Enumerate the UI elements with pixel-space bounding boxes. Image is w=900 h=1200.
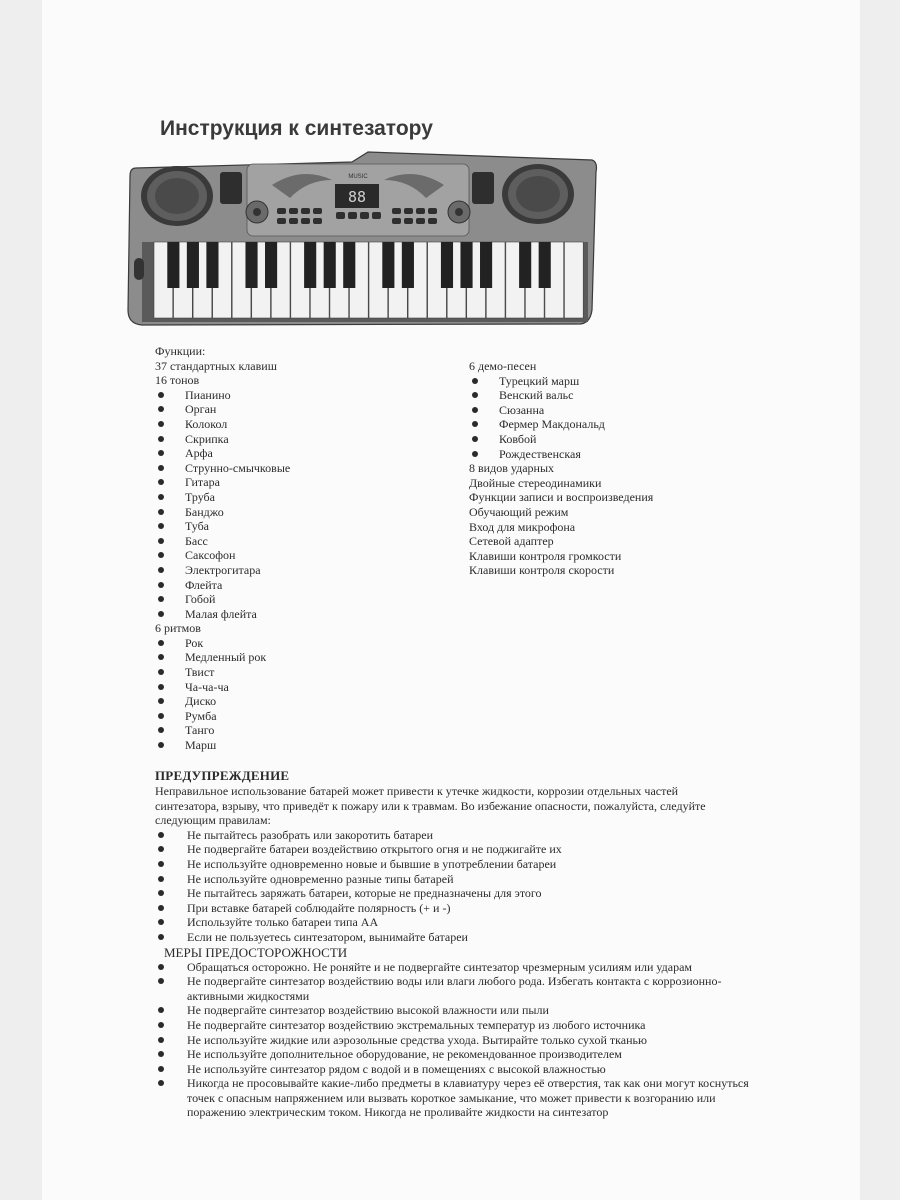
functions-column (155, 344, 290, 753)
list-item: Не подвергайте синтезатор воздействию воды или влаги любого рода. Избегать контакта с коррозионно-активными жидкостями (155, 974, 755, 1003)
list-item: Малая флейта (155, 607, 290, 622)
list-item: Не подвергайте синтезатор воздействию экстремальных температур из любого источника (155, 1018, 755, 1033)
list-item: Туба (155, 519, 290, 534)
black-key (265, 242, 277, 288)
black-key (206, 242, 218, 288)
list-item: Басс (155, 534, 290, 549)
black-key (245, 242, 257, 288)
rhythms-list (155, 636, 290, 753)
warning-heading: ПРЕДУПРЕЖДЕНИЕ (155, 768, 290, 783)
list-item: Рождественская (469, 447, 653, 462)
demos-column (469, 359, 653, 578)
list-item: Колокол (155, 417, 290, 432)
list-item: Используйте только батареи типа АА (155, 915, 755, 930)
list-item: Фермер Макдональд (469, 417, 653, 432)
list-item: Гобой (155, 592, 290, 607)
list-item: Не используйте одновременно разные типы батарей (155, 872, 755, 887)
list-item: Танго (155, 723, 290, 738)
list-item: Струнно-смычковые (155, 461, 290, 476)
list-item: Диско (155, 694, 290, 709)
black-key (539, 242, 551, 288)
list-item: Электрогитара (155, 563, 290, 578)
tones-list (155, 388, 290, 622)
list-item: Не используйте жидкие или аэрозольные средства ухода. Вытирайте только сухой тканью (155, 1033, 755, 1048)
list-item: Сюзанна (469, 403, 653, 418)
demos-heading: 6 демо-песен (469, 359, 537, 373)
list-item: Турецкий марш (469, 374, 653, 389)
black-key (304, 242, 316, 288)
list-item: Не пытайтесь заряжать батареи, которые не предназначены для этого (155, 886, 755, 901)
black-key (480, 242, 492, 288)
list-item: Скрипка (155, 432, 290, 447)
battery-rules-list (155, 828, 755, 945)
feature-item: Сетевой адаптер (469, 534, 554, 549)
demo-songs-list (469, 374, 653, 462)
list-item: Обращаться осторожно. Не роняйте и не подвергайте синтезатор чрезмерным усилиям или ударам (155, 960, 755, 975)
list-item: Флейта (155, 578, 290, 593)
list-item: Орган (155, 402, 290, 417)
black-key (167, 242, 179, 288)
black-key (187, 242, 199, 288)
precautions-list (155, 960, 755, 1121)
list-item: Арфа (155, 446, 290, 461)
feature-item: Клавиши контроля скорости (469, 563, 615, 578)
precautions-heading: МЕРЫ ПРЕДОСТОРОЖНОСТИ (164, 944, 348, 960)
list-item: Твист (155, 665, 290, 680)
warning-intro: Неправильное использование батарей может привести к утечке жидкости, коррозии отдельных частей синтезатора, взрыву, что приведёт к пожару или к травмам. Во избежание опасности, пожалуйста, следуйте следующим правилам: (155, 784, 706, 828)
feature-item: Двойные стереодинамики (469, 475, 602, 490)
list-item: Не используйте дополнительное оборудование, не рекомендованное производителем (155, 1047, 755, 1062)
black-key (343, 242, 355, 288)
feature-item: Функции записи и воспроизведения (469, 490, 654, 505)
black-key (460, 242, 472, 288)
feature-item: Вход для микрофона (469, 519, 576, 534)
list-item: Труба (155, 490, 290, 505)
keys-count: 37 стандартных клавиш (155, 358, 277, 373)
list-item: Пианино (155, 388, 290, 403)
list-item: Никогда не просовывайте какие-либо предметы в клавиатуру через её отверстия, так как они могут коснуться точек с опасным напряжением или вызвать короткое замыкание, что может привести к возгоранию или поражению электрическим током. Никогда не проливайте жидкости на синтезатор (155, 1076, 755, 1120)
feature-item: Обучающий режим (469, 504, 569, 519)
page-title: Инструкция к синтезатору (160, 117, 433, 140)
list-item: Не пытайтесь разобрать или закоротить батареи (155, 828, 755, 843)
feature-item: Клавиши контроля громкости (469, 548, 622, 563)
list-item: При вставке батарей соблюдайте полярность (+ и -) (155, 901, 755, 916)
tones-heading: 16 тонов (155, 373, 200, 388)
keyboard-synthesizer-photo (122, 150, 598, 335)
list-item: Не используйте синтезатор рядом с водой и в помещениях с высокой влажностью (155, 1062, 755, 1077)
list-item: Рок (155, 636, 290, 651)
list-item: Медленный рок (155, 650, 290, 665)
list-item: Если не пользуетесь синтезатором, вынимайте батареи (155, 930, 755, 945)
feature-item: 8 видов ударных (469, 461, 555, 476)
list-item: Ковбой (469, 432, 653, 447)
list-item: Ча-ча-ча (155, 680, 290, 695)
svg-text:MUSIC: MUSIC (348, 174, 368, 180)
black-key (382, 242, 394, 288)
black-key (324, 242, 336, 288)
white-key (564, 242, 583, 318)
black-key (441, 242, 453, 288)
list-item: Марш (155, 738, 290, 753)
list-item: Гитара (155, 475, 290, 490)
black-key (519, 242, 531, 288)
list-item: Не подвергайте синтезатор воздействию высокой влажности или пыли (155, 1003, 755, 1018)
list-item: Венский вальс (469, 388, 653, 403)
list-item: Банджо (155, 505, 290, 520)
svg-text:88: 88 (347, 188, 367, 206)
list-item: Саксофон (155, 548, 290, 563)
list-item: Не подвергайте батареи воздействию открытого огня и не поджигайте их (155, 842, 755, 857)
list-item: Румба (155, 709, 290, 724)
warning-section (155, 768, 755, 1120)
functions-heading: Функции: (155, 344, 206, 358)
rhythms-heading: 6 ритмов (155, 621, 201, 636)
black-key (402, 242, 414, 288)
list-item: Не используйте одновременно новые и бывшие в употреблении батареи (155, 857, 755, 872)
